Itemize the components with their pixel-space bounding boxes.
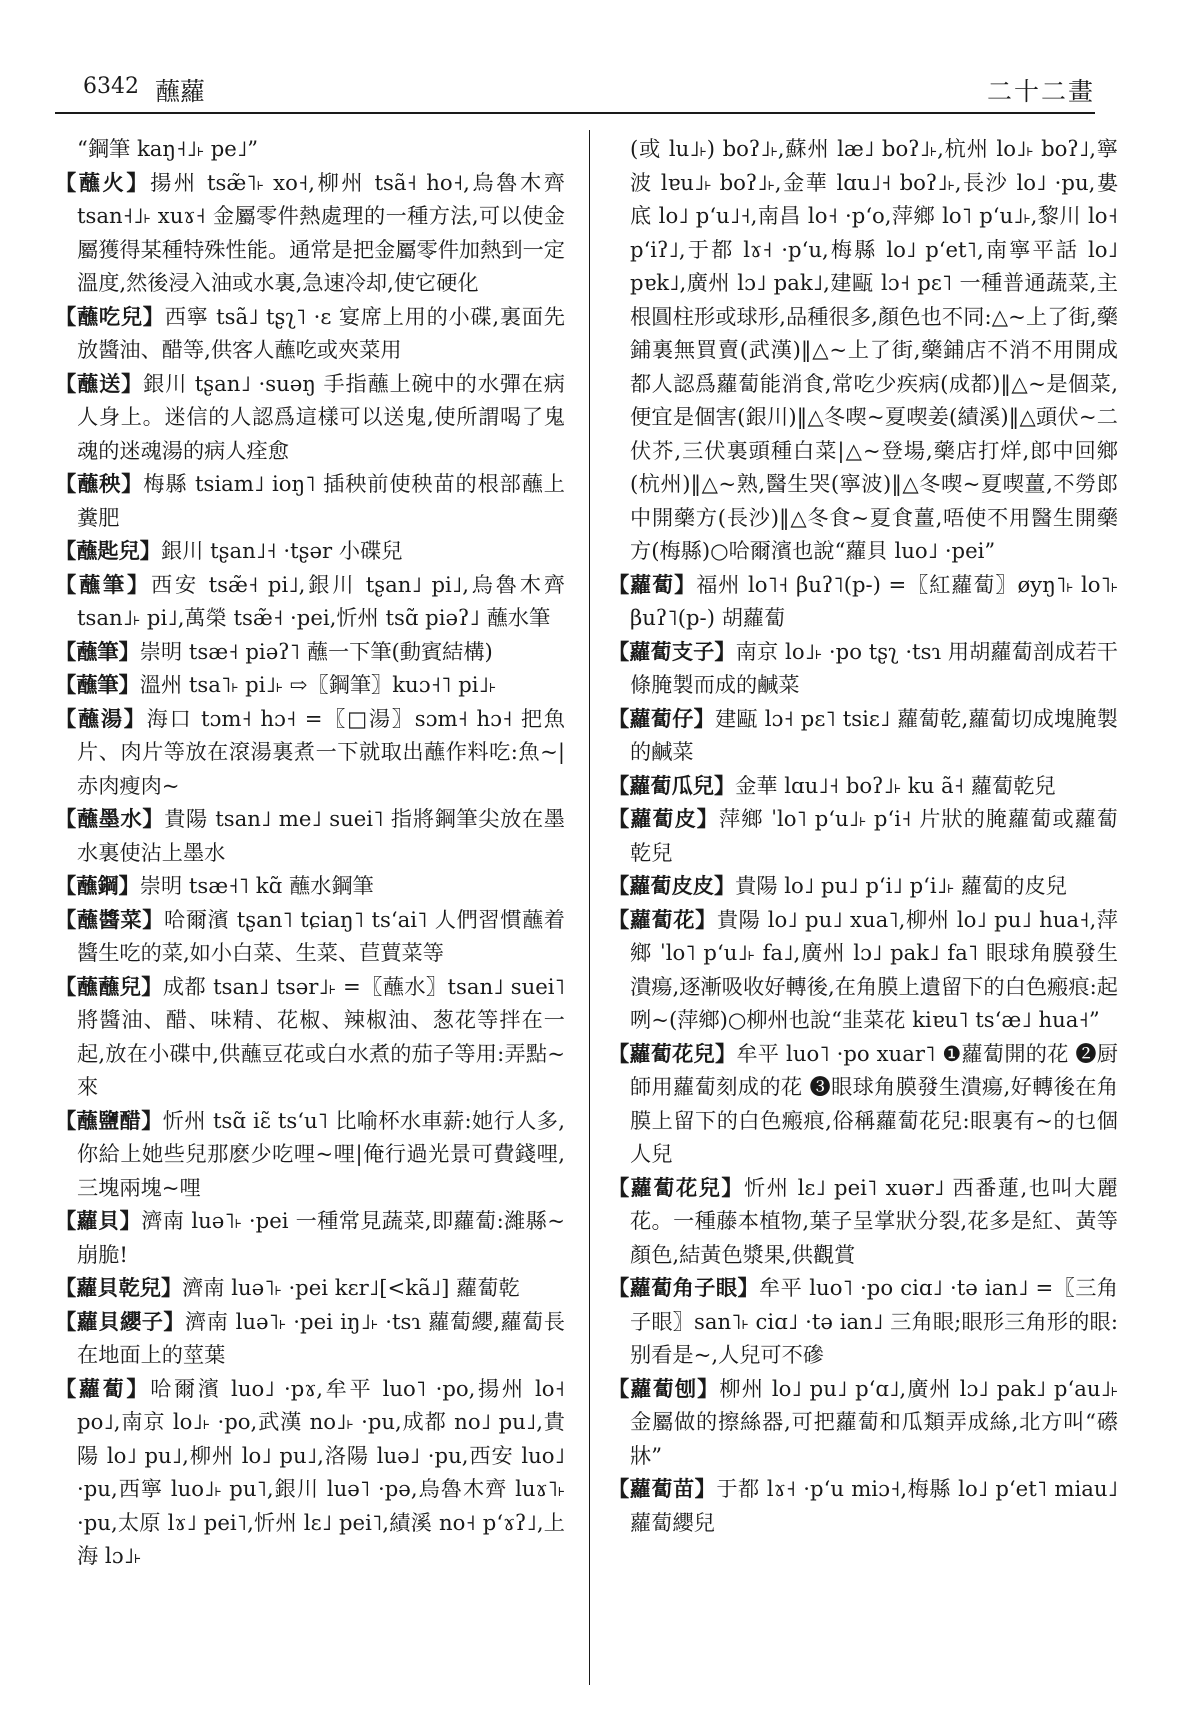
dictionary-entry <box>608 1472 1118 1539</box>
entry-text: 福州 lo˥˧ βuʔ˥(p-) =〖紅蘿蔔〗øyŋ˥˫ lo˥˫ βuʔ˥(p-) 胡蘿蔔 <box>630 571 1118 630</box>
column-divider <box>589 130 590 1685</box>
entry-text: 忻州 tsɑ̃ iɛ̃ tsʻu˥ 比喻杯水車薪:她行人多,你給上她些兒那麽少吃哩~哩|俺行過光景可費錢哩,三塊兩塊~哩 <box>77 1107 565 1200</box>
entry-headword: 【蘸匙兒】 <box>55 538 161 563</box>
entry-headword: 【蘿蔔花】 <box>608 906 717 932</box>
entry-headword: 【蘿貝乾兒】 <box>55 1275 183 1300</box>
dictionary-entry <box>55 132 565 166</box>
dictionary-entry <box>55 1204 565 1271</box>
entry-text: 西寧 tsã˩ tʂʅ˥ ·ɛ 宴席上用的小碟,裏面先放醬油、醋等,供客人蘸吃或夾菜用 <box>77 303 565 362</box>
entry-headword: 【蘿貝纓子】 <box>55 1308 186 1334</box>
entry-text: 牟平 luo˥ ·po ciɑ˩ ·tə ian˩ =〖三角子眼〗san˥˫ ciɑ˩ ·tə ian˩ 三角眼;眼形三角形的眼:别看是~,人兒可不磣 <box>630 1275 1118 1367</box>
entry-headword: 【蘿蔔花兒】 <box>608 1174 745 1200</box>
dictionary-entry <box>608 568 1118 635</box>
entry-headword: 【蘸秧】 <box>55 471 144 496</box>
entry-text: 濟南 luə˥˫ ·pei 一種常見蔬菜,即蘿蔔:濰縣~崩脆! <box>77 1208 565 1267</box>
running-header <box>55 68 1095 114</box>
entry-text: 柳州 lo˩ pu˩ pʻɑ˩,廣州 lɔ˩ pak˩ pʻau˩˫ 金屬做的擦絲器,可把蘿蔔和瓜類弄成絲,北方叫“礤牀” <box>630 1375 1118 1468</box>
entry-text: “鋼筆 kaŋ˧˩˫ pe˩” <box>77 136 259 161</box>
entry-text: 牟平 luo˥ ·po xuar˥ ❶蘿蔔開的花 ❷厨師用蘿蔔刻成的花 ❸眼球角膜發生潰瘍,好轉後在角膜上留下的白色瘢痕,俗稱蘿蔔花兒:眼裏有~的乜個人兒 <box>630 1040 1118 1166</box>
dictionary-entry <box>608 1037 1118 1171</box>
dictionary-entry <box>55 869 565 903</box>
entry-text: 西安 tsæ̃˧ pi˩,銀川 tʂan˩ pi˩,烏魯木齊 tsan˩˫ pi˩,萬榮 tsæ̃˧ ·pei,忻州 tsɑ̃ piəʔ˩ 蘸水筆 <box>77 571 565 630</box>
dictionary-entry <box>55 635 565 669</box>
dictionary-entry <box>608 769 1118 803</box>
entry-headword: 【蘸醬菜】 <box>55 906 165 932</box>
entry-headword: 【蘿蔔皮】 <box>608 806 720 831</box>
dictionary-entry <box>608 132 1118 568</box>
entry-text: 南京 lo˩˫ ·po tʂʅ ·tsɿ 用胡蘿蔔剖成若干條腌製而成的鹹菜 <box>630 638 1118 697</box>
entry-headword: 【蘿蔔瓜兒】 <box>608 772 736 798</box>
entry-text: 銀川 tʂan˩˧ ·tʂər 小碟兒 <box>160 538 403 563</box>
page-number: 6342 <box>83 74 139 99</box>
entry-text: 銀川 tʂan˩ ·suəŋ 手指蘸上碗中的水彈在病人身上。迷信的人認爲這樣可以送鬼,使所謂喝了鬼魂的迷魂湯的病人痊愈 <box>77 370 565 463</box>
entry-headword: 【蘸墨水】 <box>55 806 165 831</box>
entry-headword: 【蘿貝】 <box>55 1208 142 1233</box>
entry-headword: 【蘿蔔皮皮】 <box>608 873 736 898</box>
entry-headword: 【蘿蔔】 <box>608 571 697 597</box>
entry-headword: 【蘸吃兒】 <box>55 303 165 329</box>
entry-headword: 【蘿蔔花兒】 <box>608 1040 737 1066</box>
dictionary-entry <box>608 702 1118 769</box>
entry-text: 貴陽 tsan˩ me˩ suei˥ 指將鋼筆尖放在墨水裏使沾上墨水 <box>77 806 565 865</box>
dictionary-entry <box>55 300 565 367</box>
entry-headword: 【蘸鋼】 <box>55 873 140 898</box>
entry-text: 崇明 tsæ˧˥ kɑ̃ 蘸水鋼筆 <box>139 873 374 898</box>
entry-headword: 【蘸筆】 <box>55 571 152 597</box>
dictionary-entry <box>55 1104 565 1205</box>
entry-headword: 【蘿蔔角子眼】 <box>608 1275 760 1300</box>
entry-headword: 【蘸火】 <box>55 169 151 195</box>
entry-headword: 【蘸蘸兒】 <box>55 973 163 999</box>
dictionary-entry <box>608 635 1118 702</box>
entry-text: 濟南 luə˥˫ ·pei iŋ˩˫ ·tsɿ 蘿蔔纓,蘿蔔長在地面上的莖葉 <box>77 1308 565 1367</box>
dictionary-entry <box>55 903 565 970</box>
dictionary-entry <box>608 1271 1118 1372</box>
dictionary-entry <box>608 1372 1118 1473</box>
dictionary-entry <box>55 166 565 300</box>
entry-text: 哈爾濱 luo˩ ·pɤ,牟平 luo˥ ·po,揚州 lo˧ po˩,南京 lo˩˫ ·po,武漢 no˩˫ ·pu,成都 no˩ pu˩,貴陽 lo˩ pu˩,柳州 lo˩ pu˩,洛陽 luə˩ ·pu,西安 luo˩ ·pu,西寧 luo˩˫ pu˥,銀川 luə˥ ·pə,烏魯木齊 luɤ˥˫ ·pu,太原 lɤ˩ pei˥,忻州 lɛ˩ pei˥,績溪 no˧ pʻɤʔ˩,上海 lɔ˩˫ <box>77 1375 565 1568</box>
entry-headword: 【蘸筆】 <box>55 638 140 664</box>
entry-headword: 【蘿蔔苗】 <box>608 1476 717 1501</box>
dictionary-entry <box>55 467 565 534</box>
dictionary-entry <box>55 534 565 568</box>
left-column <box>55 132 565 1573</box>
entry-text: 于都 lɤ˧ ·pʻu miɔ˧,梅縣 lo˩ pʻet˥ miau˩ 蘿蔔纓兒 <box>630 1476 1118 1535</box>
entry-headword: 【蘸筆】 <box>55 672 140 697</box>
entry-text: 忻州 lɛ˩ pei˥ xuər˩ 西番蓮,也叫大麗花。一種藤本植物,葉子呈掌狀分裂,花多是紅、黃等顏色,結黃色漿果,供觀賞 <box>630 1174 1118 1267</box>
dictionary-entry <box>608 1171 1118 1272</box>
entry-text: 建甌 lɔ˧ pɛ˥ tsiɛ˩ 蘿蔔乾,蘿蔔切成塊腌製的鹹菜 <box>630 705 1118 764</box>
entry-text: 梅縣 tsiam˩ ioŋ˥ 插秧前使秧苗的根部蘸上糞肥 <box>77 471 565 530</box>
entry-headword: 【蘸送】 <box>55 370 144 396</box>
entry-text: 海口 tɔm˧ hɔ˧ =〖□湯〗sɔm˧ hɔ˧ 把魚片、肉片等放在滾湯裏煮一下就取出蘸作料吃:魚~|赤肉瘦肉~ <box>77 705 565 798</box>
entry-text: 揚州 tsæ̃˥˫ xo˧,柳州 tsã˧ ho˧,烏魯木齊 tsan˧˩˫ xuɤ˧ 金屬零件熱處理的一種方法,可以使金屬獲得某種特殊性能。通常是把金屬零件加熱到一定溫度,然後浸入油或水裏,急速冷却,使它硬化 <box>77 169 565 295</box>
entry-headword: 【蘿蔔仔】 <box>608 705 715 731</box>
dictionary-entry <box>55 970 565 1104</box>
dictionary-entry <box>55 668 565 702</box>
entry-headword: 【蘿蔔】 <box>55 1375 151 1401</box>
dictionary-entry <box>55 568 565 635</box>
dictionary-entry <box>608 903 1118 1037</box>
entry-headword: 【蘿蔔刨】 <box>608 1375 720 1401</box>
entry-headword: 【蘿蔔支子】 <box>608 638 736 664</box>
entry-text: 崇明 tsæ˧ piəʔ˥ 蘸一下筆(動賓結構) <box>139 638 493 664</box>
dictionary-entry <box>608 802 1118 869</box>
entry-text: (或 lu˩˫) boʔ˩˫,蘇州 læ˩ boʔ˩˫,杭州 lo˩˫ boʔ˩,寧波 lɐu˩˫ boʔ˩˫,金華 lɑu˩˧ boʔ˩˫,長沙 lo˩ ·pu,婁底 lo˩ pʻu˩˧,南昌 lo˧ ·pʻo,萍鄉 lo˥ pʻu˩˫,黎川 lo˧ pʻiʔ˩,于都 lɤ˧ ·pʻu,梅縣 lo˩ pʻet˥,南寧平話 lo˩ pɐk˩,廣州 lɔ˩ pak˩,建甌 lɔ˧ pɛ˥ 一種普通蔬菜,主根圓柱形或球形,品種很多,顏色也不同:△~上了街,藥鋪裏無買賣(武漢)‖△~上了街,藥鋪店不消不用開成都人認爲蘿蔔能消食,常吃少疾病(成都)‖△~是個菜,便宜是個害(銀川)‖△冬喫~夏喫姜(績溪)‖△頭伏~二伏芥,三伏裏頭種白菜|△~登場,藥店打烊,郎中回鄉(杭州)‖△~熟,醫生哭(寧波)‖△冬喫~夏喫薑,不勞郎中開藥方(長沙)‖△冬食~夏食薑,唔使不用醫生開藥方(梅縣)○哈爾濱也說“蘿貝 luo˩ ·pei” <box>630 136 1118 563</box>
entry-text: 溫州 tsa˥˫ pi˩˫ ⇨〖鋼筆〗kuɔ˧˥ pi˩˫ <box>139 672 497 697</box>
dictionary-entry <box>55 702 565 803</box>
dictionary-entry <box>608 869 1118 903</box>
stroke-count-section: 二十二畫 <box>986 77 1095 106</box>
entry-text: 濟南 luə˥˫ ·pei kɛr˩[<kã˩] 蘿蔔乾 <box>182 1275 520 1300</box>
dictionary-entry <box>55 1305 565 1372</box>
entry-text: 成都 tsan˩ tsər˩˫ =〖蘸水〗tsan˩ suei˥ 將醬油、醋、味精、花椒、辣椒油、葱花等拌在一起,放在小碟中,供蘸豆花或白水煮的茄子等用:弄點~來 <box>77 973 565 1099</box>
entry-headword: 【蘸湯】 <box>55 705 147 731</box>
entry-headword: 【蘸鹽醋】 <box>55 1107 163 1133</box>
entry-text: 萍鄉 ˈlo˥ pʻu˩˫ pʻi˧ 片狀的腌蘿蔔或蘿蔔乾兒 <box>630 806 1118 865</box>
right-column <box>608 132 1118 1539</box>
dictionary-entry <box>55 802 565 869</box>
entry-text: 貴陽 lo˩ pu˩ xua˥,柳州 lo˩ pu˩ hua˧,萍鄉 ˈlo˥ pʻu˩˫ fa˩,廣州 lɔ˩ pak˩ fa˥ 眼球角膜發生潰瘍,逐漸吸收好轉後,在角膜上遺留下的白色瘢痕:起咧~(萍鄉)○柳州也說“韭菜花 kiɐu˥ tsʻæ˩ hua˧” <box>630 906 1118 1032</box>
dictionary-entry <box>55 1372 565 1573</box>
header-rule <box>55 112 1095 114</box>
dictionary-entry <box>55 367 565 468</box>
dictionary-entry <box>55 1271 565 1305</box>
entry-text: 貴陽 lo˩ pu˩ pʻi˩ pʻi˩˫ 蘿蔔的皮兒 <box>735 873 1067 898</box>
running-headword: 蘸蘿 <box>155 77 206 106</box>
entry-text: 金華 lɑu˩˧ boʔ˩˫ ku ã˧ 蘿蔔乾兒 <box>735 772 1056 798</box>
entry-text: 哈爾濱 tʂan˥ tɕiaŋ˥ tsʻai˥ 人們習慣蘸着醬生吃的菜,如小白菜、生菜、苣蕒菜等 <box>77 906 565 965</box>
